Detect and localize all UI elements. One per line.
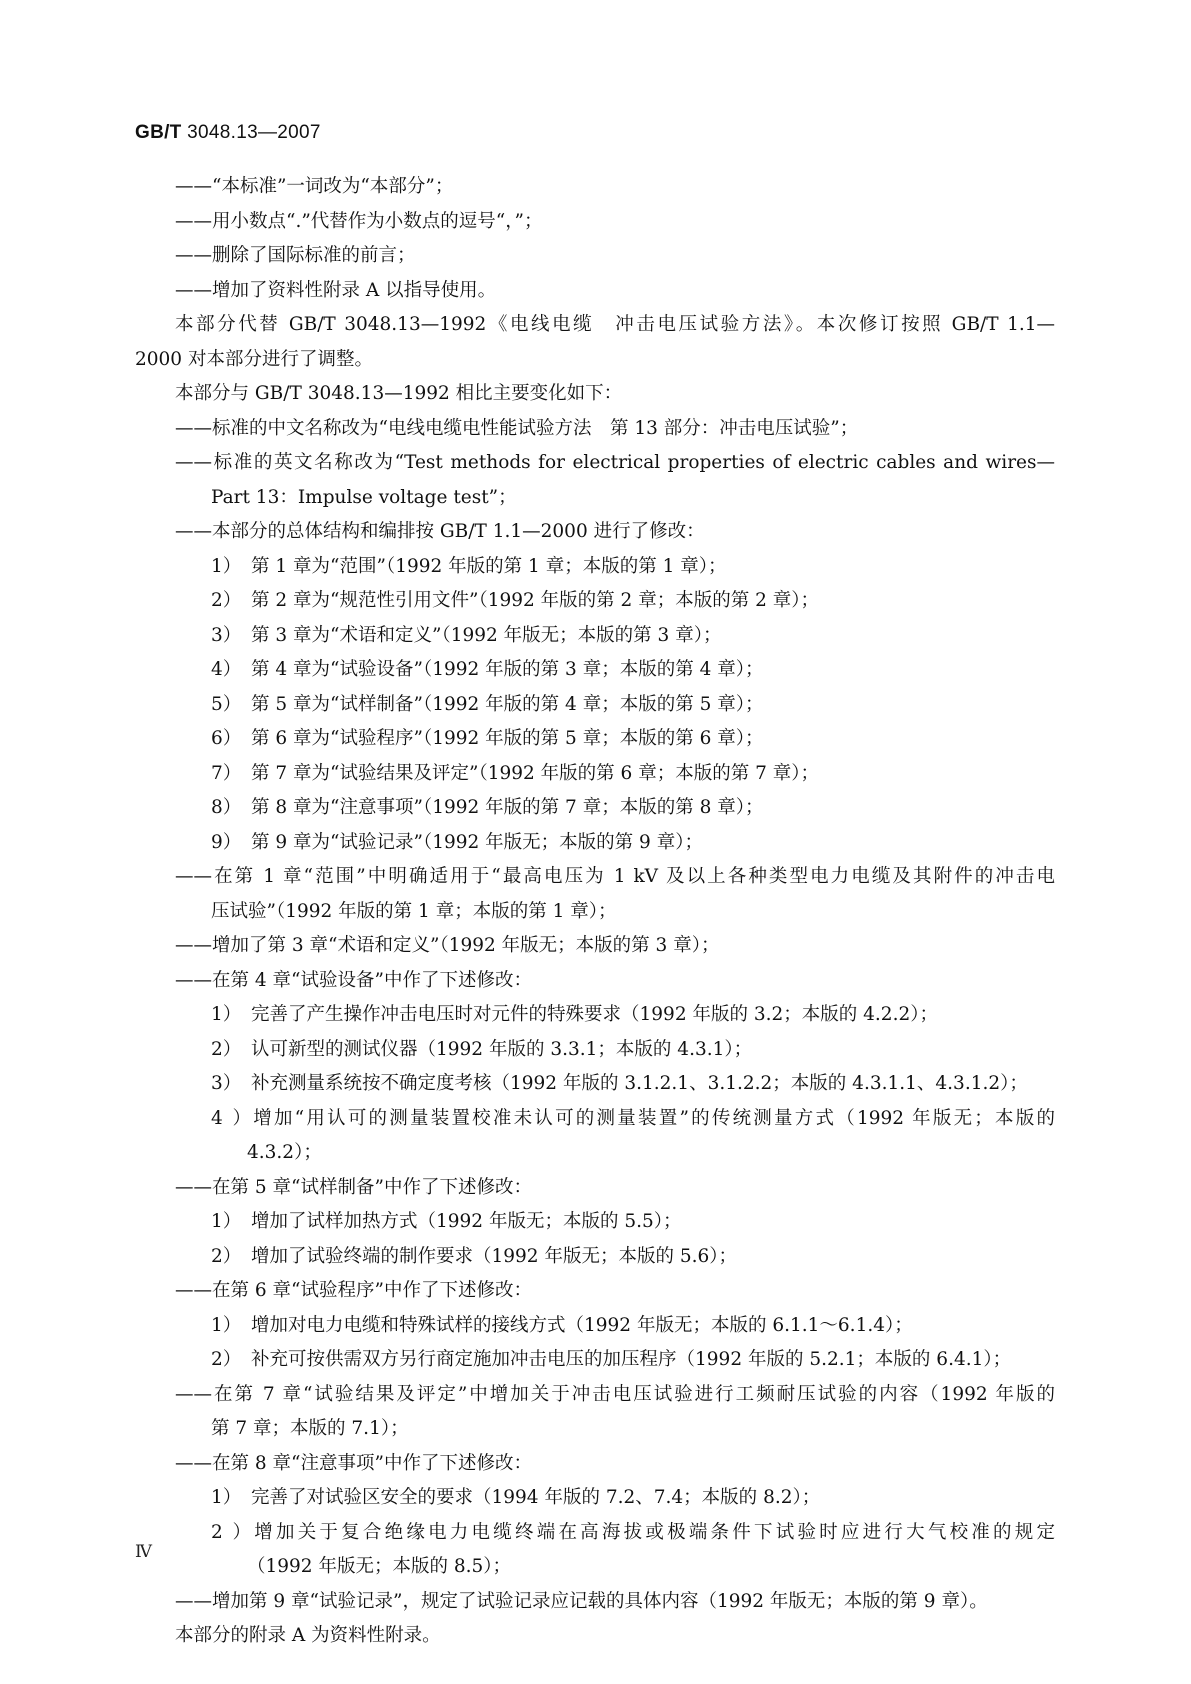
line-text: 2000 对本部分进行了调整。 xyxy=(135,348,373,370)
line-text: ——增加第 9 章“试验记录”，规定了试验记录应记载的具体内容（1992 年版无；本版的第 9 章）。 xyxy=(175,1590,988,1612)
list-number: 1） xyxy=(211,1004,242,1025)
text-line xyxy=(135,1067,1055,1102)
standard-code-header xyxy=(135,122,321,144)
line-text: 完善了产生操作冲击电压时对元件的特殊要求（1992 年版的 3.2；本版的 4.2.2）； xyxy=(251,1004,938,1025)
standard-code-prefix: GB/T xyxy=(135,122,182,143)
text-line xyxy=(135,998,1055,1033)
line-text: ——增加了第 3 章“术语和定义”（1992 年版无；本版的第 3 章）； xyxy=(175,935,720,956)
text-line xyxy=(135,1274,1055,1309)
list-number: 8） xyxy=(211,797,242,818)
line-text: 第 7 章；本版的 7.1）； xyxy=(211,1418,409,1439)
line-text: 补充测量系统按不确定度考核（1992 年版的 3.1.2.1、3.1.2.2；本版的 4.3.1.1、4.3.1.2）； xyxy=(251,1073,1028,1094)
text-line xyxy=(135,1516,1055,1551)
line-text: ——在第 8 章“注意事项”中作了下述修改： xyxy=(175,1452,532,1474)
list-number: 6） xyxy=(211,728,242,749)
line-text: 第 2 章为“规范性引用文件”（1992 年版的第 2 章；本版的第 2 章）； xyxy=(251,590,819,611)
line-text: 增加关于复合绝缘电力电缆终端在高海拔或极端条件下试验时应进行大气校准的规定 xyxy=(251,1521,1055,1543)
line-text: 补充可按供需双方另行商定施加冲击电压的加压程序（1992 年版的 5.2.1；本版的 6.4.1）； xyxy=(251,1349,1012,1370)
line-text: 第 3 章为“术语和定义”（1992 年版无；本版的第 3 章）； xyxy=(251,624,722,646)
list-number: 4） xyxy=(211,659,242,680)
text-line xyxy=(135,515,1055,550)
text-line xyxy=(135,584,1055,619)
text-line xyxy=(135,1033,1055,1068)
text-line xyxy=(135,550,1055,585)
list-number: 3） xyxy=(211,624,242,646)
standard-code-number: 3048.13—2007 xyxy=(181,122,321,143)
list-number: 1） xyxy=(211,1211,242,1232)
text-line xyxy=(135,1481,1055,1516)
line-text: ——用小数点“.”代替作为小数点的逗号“，”； xyxy=(175,210,543,232)
text-line xyxy=(135,929,1055,964)
list-number: 1） xyxy=(211,1487,242,1508)
text-line xyxy=(135,239,1055,274)
text-line xyxy=(135,791,1055,826)
line-text: ——标准的英文名称改为“Test methods for electrical properties of electric cables and wires— xyxy=(175,452,1055,473)
text-line xyxy=(135,1585,1055,1620)
line-text: 第 8 章为“注意事项”（1992 年版的第 7 章；本版的第 8 章）； xyxy=(251,797,764,818)
list-number: 2） xyxy=(211,590,242,611)
text-line xyxy=(135,757,1055,792)
line-text: 第 4 章为“试验设备”（1992 年版的第 3 章；本版的第 4 章）； xyxy=(251,659,764,680)
line-text: ——在第 7 章“试验结果及评定”中增加关于冲击电压试验进行工频耐压试验的内容（1992 年版的 xyxy=(175,1383,1055,1405)
list-number: 1） xyxy=(211,555,242,577)
list-number: 4） xyxy=(211,1107,251,1129)
text-line xyxy=(135,205,1055,240)
text-line xyxy=(135,688,1055,723)
text-line xyxy=(135,1309,1055,1344)
text-line xyxy=(135,308,1055,343)
text-line xyxy=(135,377,1055,412)
list-number: 3） xyxy=(211,1073,242,1094)
text-line xyxy=(135,274,1055,309)
text-line xyxy=(135,1550,1055,1585)
line-text: 4.3.2）； xyxy=(247,1142,322,1163)
text-line xyxy=(135,1102,1055,1137)
line-text: ——标准的中文名称改为“电线电缆电性能试验方法 第 13 部分：冲击电压试验”； xyxy=(175,417,859,439)
line-text: ——本部分的总体结构和编排按 GB/T 1.1—2000 进行了修改： xyxy=(175,521,705,542)
line-text: （1992 年版无；本版的 8.5）； xyxy=(247,1556,512,1577)
list-number: 2） xyxy=(211,1245,242,1267)
page-number: Ⅳ xyxy=(135,1542,152,1562)
text-line xyxy=(135,1447,1055,1482)
line-text: 压试验”（1992 年版的第 1 章；本版的第 1 章）； xyxy=(211,900,617,922)
line-text: 第 5 章为“试样制备”（1992 年版的第 4 章；本版的第 5 章）； xyxy=(251,693,764,715)
line-text: ——增加了资料性附录 A 以指导使用。 xyxy=(175,279,497,301)
line-text: 增加了试验终端的制作要求（1992 年版无；本版的 5.6）； xyxy=(251,1245,738,1267)
line-text: ——在第 6 章“试验程序”中作了下述修改： xyxy=(175,1280,532,1301)
line-text: 认可新型的测试仪器（1992 年版的 3.3.1；本版的 4.3.1）； xyxy=(251,1038,753,1060)
text-line xyxy=(135,964,1055,999)
text-line xyxy=(135,619,1055,654)
line-text: 增加对电力电缆和特殊试样的接线方式（1992 年版无；本版的 6.1.1～6.1.4）； xyxy=(251,1314,913,1336)
text-line xyxy=(135,170,1055,205)
text-line xyxy=(135,1136,1055,1171)
text-line xyxy=(135,412,1055,447)
line-text: 完善了对试验区安全的要求（1994 年版的 7.2、7.4；本版的 8.2）； xyxy=(251,1487,821,1508)
line-text: ——删除了国际标准的前言； xyxy=(175,245,416,266)
list-number: 7） xyxy=(211,762,242,784)
text-line xyxy=(135,860,1055,895)
list-number: 2） xyxy=(211,1521,251,1543)
line-text: ——“本标准”一词改为“本部分”； xyxy=(175,176,454,197)
line-text: 本部分代替 GB/T 3048.13—1992《电线电缆 冲击电压试验方法》。本次修订按照 GB/T 1.1— xyxy=(175,314,1055,335)
list-number: 5） xyxy=(211,693,242,715)
line-text: 第 1 章为“范围”（1992 年版的第 1 章；本版的第 1 章）； xyxy=(251,555,727,577)
line-text: 增加了试样加热方式（1992 年版无；本版的 5.5）； xyxy=(251,1211,682,1232)
line-text: ——在第 1 章“范围”中明确适用于“最高电压为 1 kV 及以上各种类型电力电缆及其附件的冲击电 xyxy=(175,866,1055,887)
text-line xyxy=(135,653,1055,688)
text-line xyxy=(135,1205,1055,1240)
line-text: ——在第 5 章“试样制备”中作了下述修改： xyxy=(175,1176,532,1198)
line-text: 增加“用认可的测量装置校准未认可的测量装置”的传统测量方式（1992 年版无；本版的 xyxy=(251,1107,1055,1129)
text-line xyxy=(135,481,1055,516)
line-text: 第 6 章为“试验程序”（1992 年版的第 5 章；本版的第 6 章）； xyxy=(251,728,764,749)
list-number: 2） xyxy=(211,1038,242,1060)
text-line xyxy=(135,343,1055,378)
line-text: ——在第 4 章“试验设备”中作了下述修改： xyxy=(175,969,532,991)
text-line xyxy=(135,895,1055,930)
text-line xyxy=(135,1619,1055,1654)
line-text: Part 13：Impulse voltage test”； xyxy=(211,486,517,508)
text-line xyxy=(135,722,1055,757)
text-line xyxy=(135,1412,1055,1447)
list-number: 1） xyxy=(211,1314,242,1336)
text-line xyxy=(135,446,1055,481)
foreword-body xyxy=(135,170,1055,1654)
list-number: 9） xyxy=(211,831,242,853)
text-line xyxy=(135,826,1055,861)
line-text: 第 9 章为“试验记录”（1992 年版无；本版的第 9 章）； xyxy=(251,831,703,853)
text-line xyxy=(135,1378,1055,1413)
text-line xyxy=(135,1171,1055,1206)
line-text: 本部分与 GB/T 3048.13—1992 相比主要变化如下： xyxy=(175,383,623,404)
text-line xyxy=(135,1343,1055,1378)
text-line xyxy=(135,1240,1055,1275)
line-text: 第 7 章为“试验结果及评定”（1992 年版的第 6 章；本版的第 7 章）； xyxy=(251,762,819,784)
line-text: 本部分的附录 A 为资料性附录。 xyxy=(175,1625,441,1646)
list-number: 2） xyxy=(211,1349,242,1370)
